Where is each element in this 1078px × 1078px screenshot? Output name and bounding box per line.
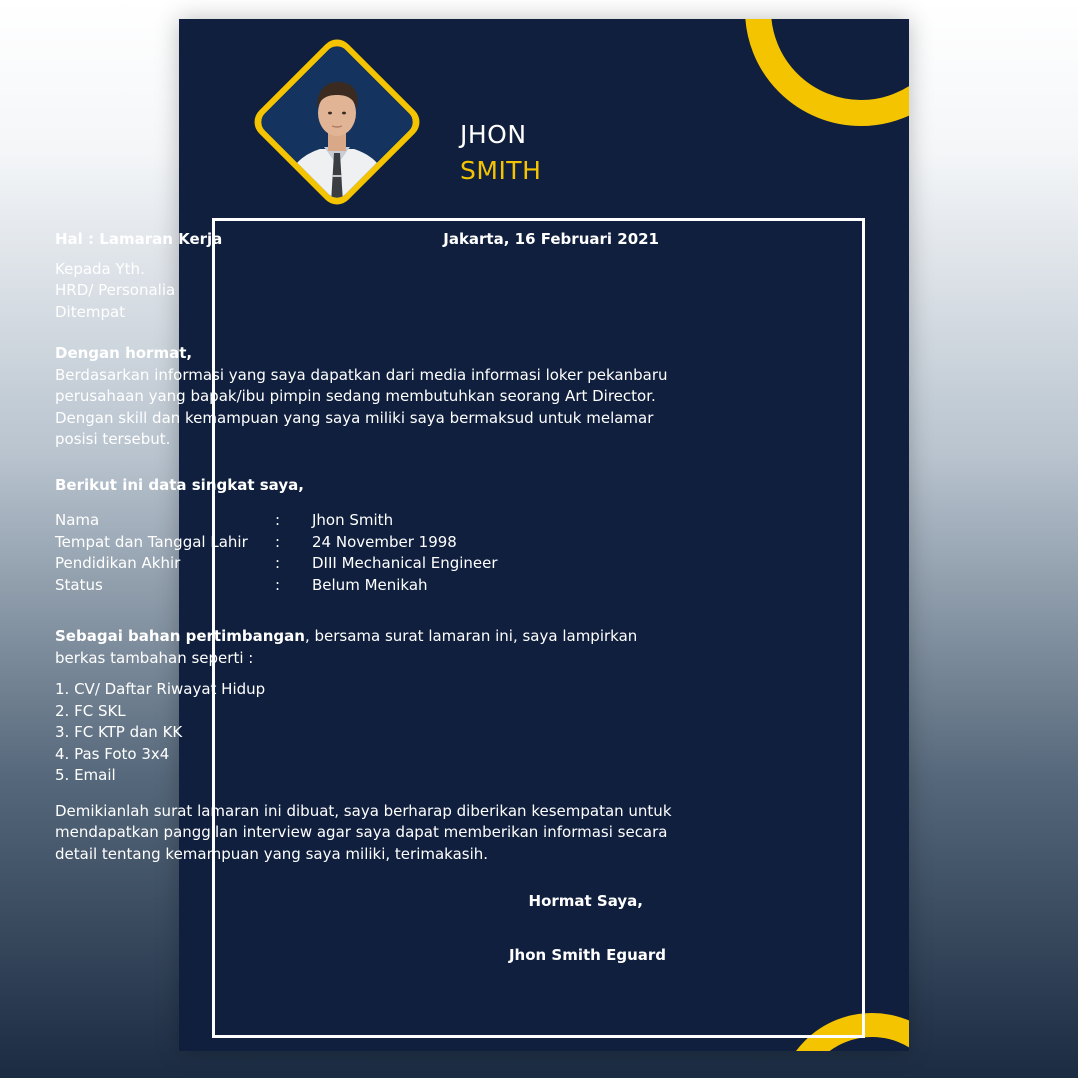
table-row (55, 532, 498, 554)
recipient-line: HRD/ Personalia (55, 281, 176, 299)
data-label: Pendidikan Akhir (55, 554, 181, 572)
regards: Hormat Saya, (528, 892, 643, 910)
data-intro: Berikut ini data singkat saya, (55, 475, 304, 494)
data-label: Tempat dan Tanggal Lahir (55, 532, 248, 551)
table-row (55, 510, 498, 532)
profile-photo (256, 41, 417, 202)
data-value: Belum Menikah (312, 575, 428, 594)
recipient-line: Ditempat (55, 302, 126, 321)
attachment-list (55, 679, 675, 787)
data-separator: : (275, 511, 281, 529)
list-item: 3. FC KTP dan KK (55, 723, 183, 741)
list-item: 1. CV/ Daftar Riwayat Hidup (55, 680, 266, 698)
data-label: Status (55, 575, 103, 594)
profile-photo-frame (248, 33, 426, 211)
consideration-text: , bersama surat lamaran ini, saya lampirkan berkas tambahan seperti : (55, 627, 638, 667)
table-row (55, 553, 498, 575)
recipient-block (55, 259, 675, 324)
list-item: 4. Pas Foto 3x4 (55, 744, 170, 763)
portrait-photo-icon (256, 41, 417, 202)
list-item: 5. Email (55, 766, 116, 784)
recipient-line: Kepada Yth. (55, 259, 145, 278)
signature-name: Jhon Smith Eguard (508, 945, 666, 964)
data-value: 24 November 1998 (312, 532, 457, 551)
personal-data-table (55, 510, 498, 596)
letter-subject: Hal : Lamaran Kerja (55, 230, 223, 248)
data-value: DIII Mechanical Engineer (312, 554, 498, 572)
letter-place-date: Jakarta, 16 Februari 2021 (443, 230, 659, 248)
last-name: SMITH (460, 156, 542, 185)
data-separator: : (275, 532, 281, 551)
table-row (55, 575, 498, 597)
letter-body (55, 229, 675, 966)
consideration-lead: Sebagai bahan pertimbangan (55, 627, 305, 645)
list-item: 2. FC SKL (55, 701, 126, 720)
data-value: Jhon Smith (312, 511, 394, 529)
closing-paragraph: Demikianlah surat lamaran ini dibuat, saya berharap diberikan kesempatan untuk mendapatkan panggilan interview agar saya dapat memberikan informasi secara detail tentang kemampuan yang saya miliki, terimakasih. (55, 801, 672, 863)
letter-header-row (55, 229, 659, 251)
data-label: Nama (55, 511, 100, 529)
greeting: Dengan hormat, (55, 344, 193, 362)
data-separator: : (275, 554, 281, 572)
consideration-paragraph (55, 626, 675, 669)
data-separator: : (275, 575, 281, 594)
applicant-name (460, 117, 541, 189)
opening-paragraph: Berdasarkan informasi yang saya dapatkan dari media informasi loker pekanbaru perusahaan yang bapak/ibu pimpin sedang membutuhkan seorang Art Director. Dengan skill dan kemampuan yang saya miliki saya bermaksud untuk melamar posisi tersebut. (55, 365, 668, 448)
decorative-ring-top (745, 19, 909, 126)
first-name: JHON (460, 120, 527, 149)
